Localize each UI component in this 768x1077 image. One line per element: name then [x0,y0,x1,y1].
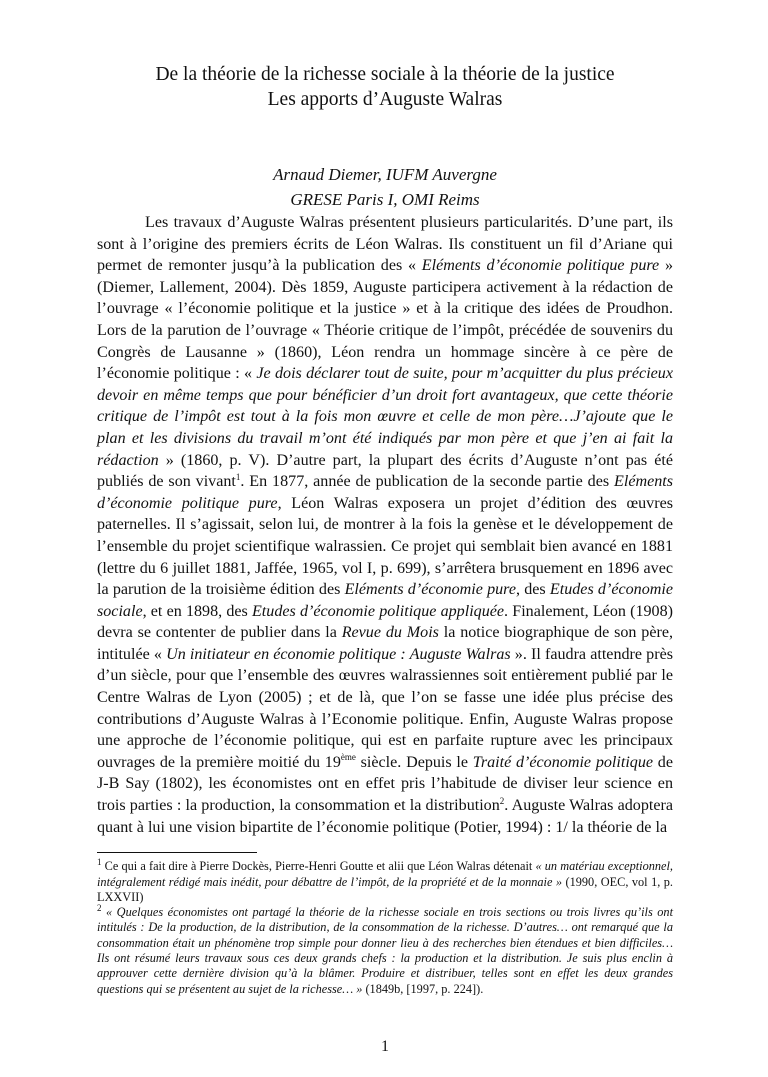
footnote-mark: 2 [97,903,102,914]
footnote-text: Ce qui a fait dire à Pierre Dockès, Pierre-Henri Goutte et alii que Léon Walras détenait [101,859,536,874]
footnote-citation: (1990, OEC, vol 1, p. LXXVII) [97,874,673,904]
text: , Léon Walras exposera un projet d’édition des œuvres paternelles. Il s’agissait, selon lui, de montrer à la fois la genèse et le développement de l’ensemble du projet scientifique walrassien. Ce projet qui semblait bien avancé en 1881 (lettre du 6 juillet 1881, Jaffée, 1965, vol I, p. 699), s’arrêtera brusquement en 1896 avec la parution de la troisième édition des [97,494,673,599]
text: , et en 1898, des [142,602,252,620]
footnote-mark: 1 [97,857,102,868]
footnote-quote: « un matériau exceptionnel, intégralement rédigé mais inédit, pour débattre de l’impôt, de la propriété et de la monnaie » [97,859,673,889]
page [97,0,673,1077]
text: » (1860, p. V). D’autre part, la plupart des écrits d’Auguste n’ont pas été publiés de son vivant [97,451,673,491]
text: la notice biographique de son père, intitulée « [97,624,674,663]
italic-title: Un initiateur en économie politique : Auguste Walras [166,645,511,663]
italic-title: Eléments d’économie politique pure [97,473,674,512]
superscript-eme: ème [340,752,356,763]
text: . Auguste Walras adoptera quant à lui une vision bipartite de l’économie politique (Potier, 1994) : 1/ la théorie de la [97,797,673,836]
text: ». Il faudra attendre près d’un siècle, pour que l’ensemble des œuvres walrassiennes soit entièrement publié par le Centre Walras de Lyon (2005) ; et de là, que l’on se fasse une idée plus précise des contributions d’Auguste Walras à l’Economie politique. Enfin, Auguste Walras propose une approche de l’économie politique, qui est en parfaite rupture avec les principaux ouvrages de la première moitié du 19 [97,645,673,771]
italic-title: Etudes d’économie sociale [97,581,673,620]
footnote-ref-1[interactable]: 1 [235,471,241,482]
title-line-1: De la théorie de la richesse sociale à la théorie de la justice [155,64,615,85]
author-line-1: Arnaud Diemer, IUFM Auvergne [273,165,497,184]
text: siècle. Depuis le [355,753,473,771]
footnote-citation: (1849b, [1997, p. 224]). [362,981,484,996]
italic-title: Etudes d’économie politique appliquée [251,602,505,620]
text: » (Diemer, Lallement, 2004). Dès 1859, Auguste participera activement à la rédaction de l’ouvrage « l’économie politique et la justice » et à la critique des idées de Proudhon. Lors de la parution de l’ouvrage « Théorie critique de l’impôt, précédée de souvenirs du Congrès de Lausanne » (1860), Léon rendra un hommage sincère à ce père de l’économie politique : « [97,257,673,383]
footnote-quote: « Quelques économistes ont partagé la théorie de la richesse sociale en trois sections ou trois livres qu’ils ont intitulés : De la production, de la distribution, de la consommation de la richesse. D’autres… ont remarqué que la consommation était un phénomène trop simple pour donner lieu à des recherches bien étendues et bien difficiles… Ils ont résumé leurs travaux sous ces deux grands chefs : la production et la distribution. Je suis plus enclin à approuver cette dernière division qu’à la blâmer. Produire et distribuer, telles sont en effet les deux grandes questions qui se présentent au sujet de la richesse… » [97,905,673,996]
title-line-2: Les apports d’Auguste Walras [267,89,503,110]
italic-quote: Je dois déclarer tout de suite, pour m’acquitter du plus précieux devoir en même temps que pour bénéficier d’un droit fort avantageux, que cette théorie critique de l’impôt est tout à la fois mon œuvre et celle de mon père…J’ajoute que le plan et les divisions du travail m’ont été indiqués par mon père et que j’en ai fait la rédaction [97,365,673,469]
authors-block [60,162,710,212]
document-title [60,62,710,112]
footnote-ref-2[interactable]: 2 [499,795,505,806]
text: , des [516,581,550,599]
page-number: 1 [381,1037,389,1055]
italic-title: Revue du Mois [341,624,439,642]
italic-title: Eléments d’économie pure [344,581,516,599]
text: . En 1877, année de publication de la seconde partie des [240,473,615,491]
footnote-separator [97,852,257,853]
footnote-2 [97,905,673,997]
text: de J-B Say (1802), les économistes ont en effet pris l’habitude de diviser leur science en trois parties : la production, la consommation et la distribution [97,753,673,815]
footnote-1 [97,859,673,905]
body-paragraph [97,212,673,838]
italic-title: Traité d’économie politique [472,753,654,771]
italic-title: Eléments d’économie politique pure [421,257,660,275]
text: Les travaux d’Auguste Walras présentent plusieurs particularités. D’une part, ils sont à l’origine des premiers écrits de Léon Walras. Ils constituent un fil d’Ariane qui permet de remonter jusqu’à la publication des « [97,214,673,275]
text: . Finalement, Léon (1908) devra se contenter de publier dans la [97,602,674,642]
author-line-2: GRESE Paris I, OMI Reims [290,190,480,209]
